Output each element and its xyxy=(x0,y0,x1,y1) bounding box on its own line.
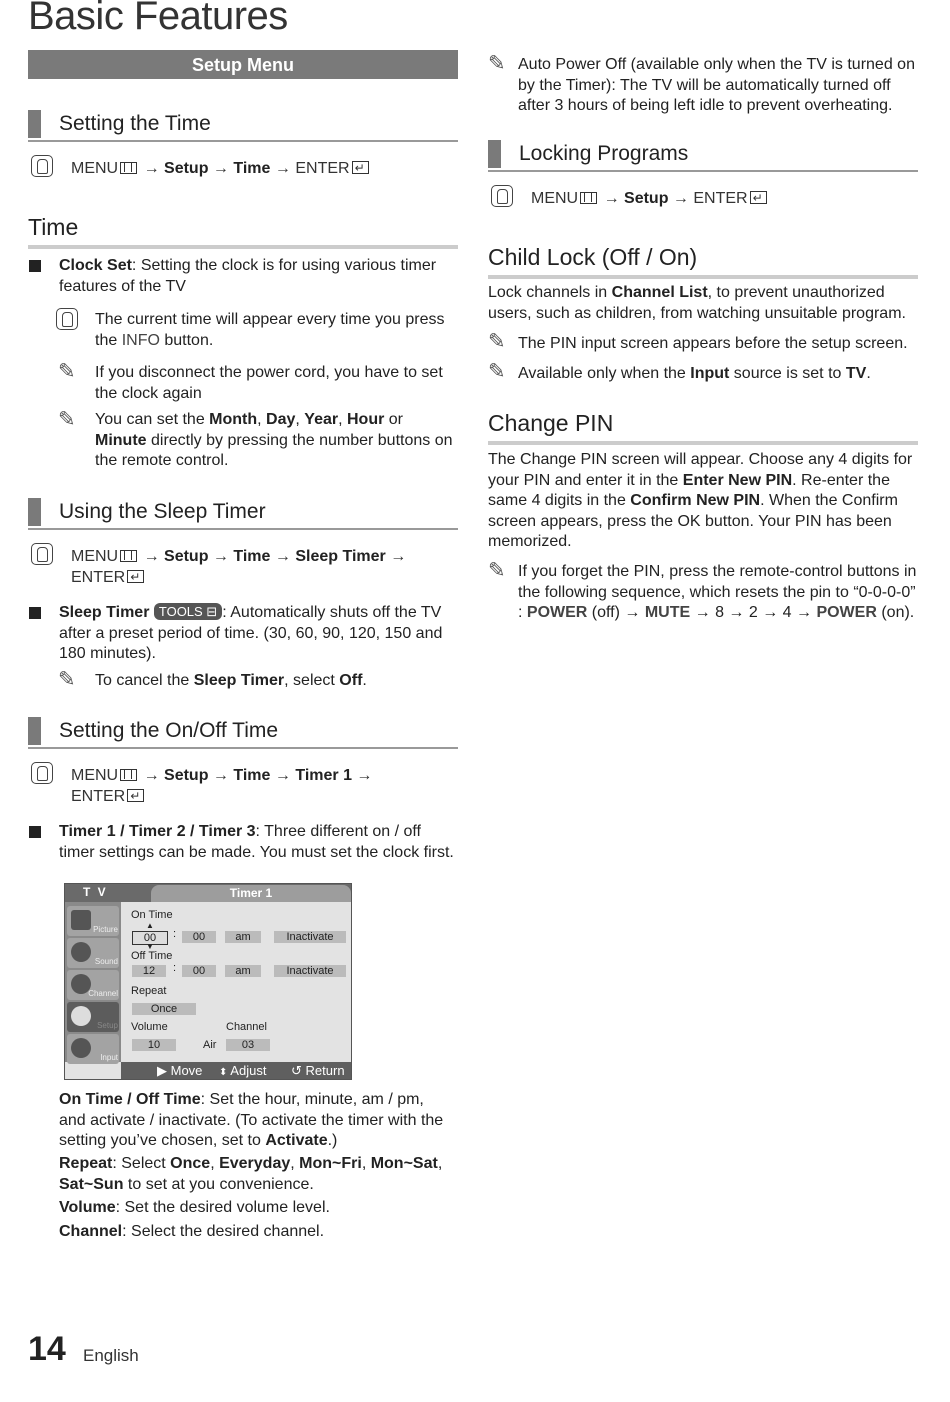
section-setting-time xyxy=(28,110,458,142)
explain-text: .) xyxy=(327,1132,338,1149)
body-text: Lock channels in xyxy=(488,284,612,301)
tools-label: TOOLS xyxy=(158,604,203,619)
setup-label: Setup xyxy=(164,548,209,565)
volume-label: Volume xyxy=(131,1021,168,1033)
once-term: Once xyxy=(170,1155,211,1172)
explain-text: : Select xyxy=(112,1155,171,1172)
off-ampm-field: am xyxy=(225,965,261,977)
arrow: → xyxy=(212,767,229,784)
comma: , xyxy=(210,1155,220,1172)
section-onoff-time xyxy=(28,717,458,749)
channel-field: 03 xyxy=(226,1039,270,1051)
note-text: You can set the xyxy=(95,411,210,428)
enter-icon xyxy=(352,161,369,174)
colon: : xyxy=(173,928,177,940)
note-current-time xyxy=(95,310,455,351)
enter-label: ENTER xyxy=(295,160,350,177)
activate-term: Activate xyxy=(265,1132,328,1149)
note-text: (on). xyxy=(876,604,915,621)
confirm-new-pin-term: Confirm New PIN xyxy=(630,492,761,509)
section-marker xyxy=(28,717,41,745)
air-label: Air xyxy=(203,1039,217,1051)
repeat-field: Once xyxy=(132,1003,196,1015)
menu-path-time xyxy=(71,158,451,179)
tab-timer1: Timer 1 xyxy=(151,885,351,902)
pencil-note-icon: ✎ xyxy=(488,559,506,582)
hand-icon xyxy=(31,543,53,565)
section-marker xyxy=(488,140,501,168)
explain-on-off-time xyxy=(59,1090,454,1152)
colon: : xyxy=(173,962,177,974)
tv-sidebar xyxy=(65,902,121,1062)
repeat-term: Repeat xyxy=(59,1155,113,1172)
hand-icon xyxy=(56,308,78,330)
note-text: or xyxy=(384,411,403,428)
sleep-timer-term: Sleep Timer xyxy=(193,672,285,689)
repeat-label: Repeat xyxy=(131,985,167,997)
pencil-note-icon: ✎ xyxy=(488,330,506,353)
section-heading: Setting the Time xyxy=(59,112,211,135)
enter-icon xyxy=(127,789,144,802)
monsat-term: Mon~Sat xyxy=(370,1155,438,1172)
sidebar-item-sound xyxy=(67,938,119,968)
note-set-month xyxy=(95,410,457,472)
arrow: → xyxy=(390,548,407,565)
menu-label: MENU xyxy=(531,190,579,207)
section-heading: Using the Sleep Timer xyxy=(59,500,266,523)
return-hint xyxy=(291,1062,345,1080)
hand-icon xyxy=(31,155,53,177)
enter-label: ENTER xyxy=(693,190,748,207)
enter-label: ENTER xyxy=(71,569,126,586)
clock-set-paragraph xyxy=(59,256,454,297)
clock-set-text: : Setting the clock is for using various timer features of the TV xyxy=(59,257,437,295)
channel-label: Channel xyxy=(226,1021,267,1033)
note-text: directly by pressing the number buttons on the remote control. xyxy=(95,431,453,469)
sidebar-item-input xyxy=(67,1034,119,1064)
channel-list-term: Channel List xyxy=(611,284,708,301)
setup-menu-banner: Setup Menu xyxy=(28,50,458,79)
power-term: POWER xyxy=(526,604,588,621)
child-lock-paragraph xyxy=(488,283,918,324)
arrow: → xyxy=(274,767,291,784)
timers-term: Timer 1 / Timer 2 / Timer 3 xyxy=(59,823,256,840)
sidebar-label: Setup xyxy=(97,1021,118,1030)
time-label: Time xyxy=(233,548,271,565)
note-text: button. xyxy=(159,331,214,349)
body-text: . Re-enter the same 4 digits in the xyxy=(488,471,890,509)
pencil-note-icon: ✎ xyxy=(488,360,506,383)
time-heading: Time xyxy=(28,214,458,249)
on-activate-field: Inactivate xyxy=(274,931,346,943)
page-title: Basic Features xyxy=(28,0,288,38)
off-hour-field: 12 xyxy=(132,965,166,977)
hand-icon xyxy=(31,762,53,784)
menu-path-timer xyxy=(71,765,431,807)
language-label: English xyxy=(83,1346,139,1365)
note-text: . xyxy=(362,672,367,689)
section-heading: Locking Programs xyxy=(519,142,689,165)
explain-volume xyxy=(59,1198,454,1219)
pencil-note-icon: ✎ xyxy=(58,668,76,691)
enter-icon xyxy=(750,191,767,204)
explain-repeat xyxy=(59,1154,454,1195)
explain-text: : Set the hour, minute, am / pm, and activate / inactivate. (To activate the timer with the setting you’ve chosen, set to xyxy=(59,1091,444,1149)
satsun-term: Sat~Sun xyxy=(59,1175,124,1193)
play-icon: ▶ xyxy=(157,1063,167,1078)
arrow: → xyxy=(143,548,160,565)
hour-term: Hour xyxy=(347,411,385,428)
section-locking xyxy=(488,140,918,172)
menu-path-sleep xyxy=(71,546,431,588)
adjust-hint xyxy=(219,1062,266,1080)
sleep-timer-text: : Automatically shuts off the TV after a preset period of time. (30, 60, 90, 120, 150 and 180 minutes). xyxy=(59,604,443,662)
comma: , xyxy=(338,411,347,428)
enter-label: ENTER xyxy=(71,788,126,805)
bullet-square xyxy=(29,826,41,838)
note-input-source xyxy=(518,364,920,385)
arrow: → xyxy=(143,767,160,784)
day-term: Day xyxy=(266,411,296,428)
comma: , xyxy=(295,411,305,428)
comma: , xyxy=(257,411,267,428)
comma: , xyxy=(437,1155,443,1172)
pencil-note-icon: ✎ xyxy=(58,360,76,383)
month-term: Month xyxy=(209,411,258,428)
year-term: Year xyxy=(304,411,339,428)
volume-field: 10 xyxy=(132,1039,176,1051)
tv-term: TV xyxy=(845,365,867,382)
on-ampm-field: am xyxy=(225,931,261,943)
tools-badge: TOOLS ⊟ xyxy=(154,603,222,620)
note-text: , select xyxy=(284,672,340,689)
off-time-label: Off Time xyxy=(131,950,173,962)
note-text: . xyxy=(866,365,871,382)
off-minute-field: 00 xyxy=(182,965,216,977)
menu-icon xyxy=(580,192,597,204)
bullet-square xyxy=(29,607,41,619)
child-lock-heading: Child Lock (Off / On) xyxy=(488,244,918,279)
section-marker xyxy=(28,110,41,138)
everyday-term: Everyday xyxy=(219,1155,291,1172)
arrow: → xyxy=(274,548,291,565)
setup-label: Setup xyxy=(164,160,209,177)
channel-term: Channel xyxy=(59,1223,123,1240)
section-sleep-timer xyxy=(28,498,458,530)
arrow: → xyxy=(672,190,689,207)
note-text: If you forget the PIN, press the remote-control buttons in the following sequence, which resets the pin to “0-0-0-0” : xyxy=(518,563,917,621)
menu-icon xyxy=(120,162,137,174)
body-text: . When the Confirm screen appears, press the OK button. Your PIN has been memorized. xyxy=(488,492,898,550)
sidebar-label: Sound xyxy=(94,957,118,966)
bullet-square xyxy=(29,260,41,272)
section-marker xyxy=(28,498,41,526)
sleep-timer-paragraph xyxy=(59,603,454,665)
pencil-note-icon: ✎ xyxy=(58,408,76,431)
timer-paragraph xyxy=(59,822,457,863)
arrow: → xyxy=(212,548,229,565)
arrow: → xyxy=(212,160,229,177)
up-arrow-icon: ▲ xyxy=(146,921,154,930)
sleep-timer-term: Sleep Timer xyxy=(59,604,150,621)
clock-set-term: Clock Set xyxy=(59,257,132,274)
sidebar-label: Channel xyxy=(88,989,118,998)
note-forget-pin xyxy=(518,562,920,624)
comma: , xyxy=(361,1155,371,1172)
on-hour-field: 00 xyxy=(132,931,168,945)
picture-icon xyxy=(71,910,91,930)
enter-icon xyxy=(127,570,144,583)
sidebar-item-picture xyxy=(67,906,119,936)
input-icon xyxy=(71,1038,91,1058)
gear-icon xyxy=(71,1006,91,1026)
sidebar-item-channel xyxy=(67,970,119,1000)
menu-icon xyxy=(120,550,137,562)
change-pin-heading: Change PIN xyxy=(488,410,918,445)
arrow: → xyxy=(356,767,373,784)
hand-icon xyxy=(491,185,513,207)
note-text: (off) → xyxy=(587,604,645,621)
off-activate-field: Inactivate xyxy=(274,965,346,977)
move-label: Move xyxy=(170,1063,203,1078)
note-power-cord: If you disconnect the power cord, you have to set the clock again xyxy=(95,364,443,402)
tv-top-bar xyxy=(65,884,351,902)
sidebar-item-setup xyxy=(67,1002,119,1032)
power-term: POWER xyxy=(816,604,877,621)
return-label: Return xyxy=(305,1063,345,1078)
setup-label: Setup xyxy=(164,767,209,784)
tv-bottom-bar xyxy=(121,1062,351,1080)
menu-label: MENU xyxy=(71,548,119,565)
sleep-timer-label: Sleep Timer xyxy=(295,548,386,565)
timers-text: : Three different on / off timer settings can be made. You must set the clock first. xyxy=(59,823,454,861)
down-arrow-icon: ▼ xyxy=(146,942,154,951)
auto-power-off-note: Auto Power Off (available only when the TV is turned on by the Timer): The TV will be automatically turned off after 3 hours of being left idle to prevent overheating. xyxy=(518,56,915,114)
input-term: Input xyxy=(690,365,730,382)
tv-label: T V xyxy=(83,885,108,899)
comma: , xyxy=(290,1155,300,1172)
info-button-label: INFO xyxy=(121,331,160,349)
note-text: → 8 → 2 → 4 → xyxy=(690,604,817,621)
body-text: , to prevent unauthorized users, such as children, from watching unsuitable program. xyxy=(488,284,906,322)
sound-icon xyxy=(71,942,91,962)
sidebar-label: Picture xyxy=(93,925,118,934)
time-label: Time xyxy=(233,767,271,784)
tv-timer-screen xyxy=(64,883,352,1080)
minute-term: Minute xyxy=(95,431,147,449)
note-text: The current time will appear every time you press the xyxy=(95,311,445,349)
volume-term: Volume xyxy=(59,1199,116,1216)
adjust-label: Adjust xyxy=(230,1063,267,1078)
change-pin-paragraph xyxy=(488,450,918,553)
note-cancel-sleep xyxy=(95,671,455,692)
explain-text: : Set the desired volume level. xyxy=(115,1199,330,1216)
note-text: To cancel the xyxy=(95,672,194,689)
monfri-term: Mon~Fri xyxy=(299,1155,362,1172)
arrow: → xyxy=(274,160,291,177)
sidebar-label: Input xyxy=(100,1053,118,1062)
explain-text: : Select the desired channel. xyxy=(122,1223,325,1240)
move-hint xyxy=(157,1062,202,1080)
body-text: The Change PIN screen will appear. Choose any 4 digits for your PIN and enter it in the xyxy=(488,451,913,489)
enter-new-pin-term: Enter New PIN xyxy=(682,471,793,489)
menu-label: MENU xyxy=(71,160,119,177)
mute-term: MUTE xyxy=(644,604,691,621)
on-minute-field: 00 xyxy=(182,931,216,943)
on-time-label: On Time xyxy=(131,909,173,921)
arrow: → xyxy=(143,160,160,177)
explain-channel xyxy=(59,1222,454,1243)
arrow: → xyxy=(603,190,620,207)
note-text: Available only when the xyxy=(518,365,691,382)
time-label: Time xyxy=(233,160,271,177)
menu-icon xyxy=(120,769,137,781)
timer1-label: Timer 1 xyxy=(295,767,352,784)
page-number: 14 xyxy=(28,1330,66,1368)
tv-main-panel xyxy=(123,902,351,1062)
return-icon: ↺ xyxy=(291,1063,302,1078)
on-off-time-term: On Time / Off Time xyxy=(59,1091,201,1108)
explain-text: to set at you convenience. xyxy=(123,1175,314,1193)
updown-icon: ⬍ xyxy=(219,1067,228,1078)
setup-label: Setup xyxy=(624,190,669,207)
menu-path-locking xyxy=(531,188,911,209)
off-term: Off xyxy=(339,672,363,689)
section-heading: Setting the On/Off Time xyxy=(59,719,279,742)
pencil-note-icon: ✎ xyxy=(488,52,506,75)
note-text: source is set to xyxy=(729,365,846,382)
menu-label: MENU xyxy=(71,767,119,784)
note-pin-screen: The PIN input screen appears before the setup screen. xyxy=(518,335,908,352)
